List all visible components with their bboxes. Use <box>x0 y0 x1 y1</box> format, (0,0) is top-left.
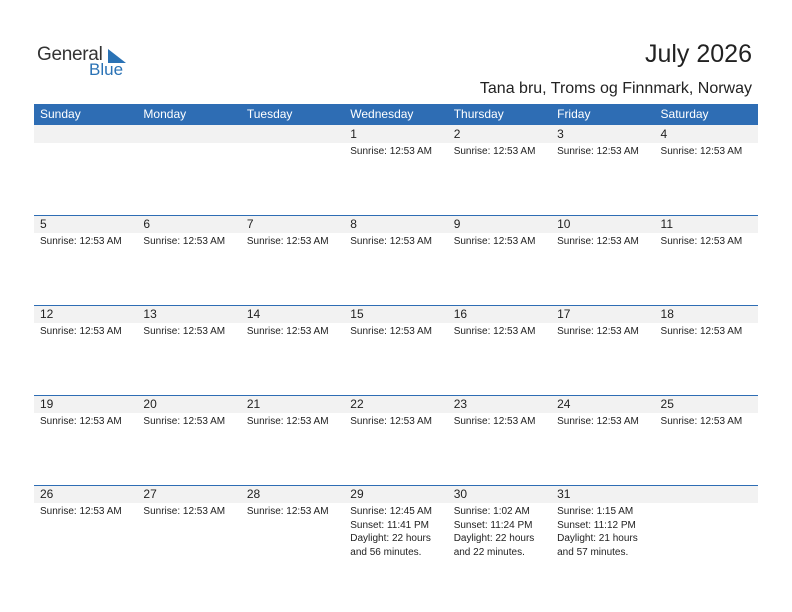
calendar-week <box>34 485 758 575</box>
day-number: 25 <box>660 397 674 411</box>
sun-info-line: and 56 minutes. <box>350 546 422 558</box>
sun-info-line: Sunrise: 12:53 AM <box>143 236 226 247</box>
day-cell <box>448 395 551 485</box>
sun-info <box>40 415 136 429</box>
sun-info-line: Sunrise: 12:53 AM <box>557 326 639 337</box>
day-cell-header <box>344 215 447 233</box>
sun-info <box>557 235 653 249</box>
day-cell <box>448 125 551 215</box>
sun-info-line: Sunrise: 12:53 AM <box>143 326 226 337</box>
page-title: July 2026 <box>644 40 752 68</box>
empty-day-cell <box>241 125 344 215</box>
sun-info <box>247 415 343 429</box>
day-cell <box>241 395 344 485</box>
empty-day-cell <box>34 125 137 215</box>
day-cell-header <box>34 125 137 143</box>
day-number: 31 <box>557 487 571 501</box>
weekday-wednesday: Wednesday <box>350 107 414 121</box>
sun-info-line: Sunset: 11:41 PM <box>350 519 430 531</box>
day-number: 21 <box>246 397 261 411</box>
day-cell <box>448 215 551 305</box>
day-cell <box>551 305 654 395</box>
sun-info-line: Sunrise: 12:53 AM <box>143 416 226 427</box>
day-number: 22 <box>350 397 364 411</box>
day-cell-header <box>448 215 551 233</box>
sun-info-line: Sunrise: 12:53 AM <box>40 416 122 427</box>
day-number: 13 <box>143 307 157 321</box>
sun-info-line: Sunset: 11:12 PM <box>557 519 636 531</box>
day-number: 19 <box>40 397 54 411</box>
weekday-thursday: Thursday <box>453 107 504 121</box>
sun-info <box>350 325 446 339</box>
sun-info <box>247 235 343 249</box>
day-number: 14 <box>246 307 261 321</box>
day-number: 20 <box>143 397 157 411</box>
day-cell <box>344 305 447 395</box>
day-cell <box>241 215 344 305</box>
day-number: 18 <box>660 307 674 321</box>
sun-info-line: Sunrise: 12:53 AM <box>246 236 329 247</box>
sun-info-line: Sunrise: 12:53 AM <box>350 416 432 427</box>
day-number: 27 <box>143 487 157 501</box>
day-cell <box>655 215 758 305</box>
day-cell <box>137 215 240 305</box>
day-cell-header <box>655 485 758 503</box>
day-cell-header <box>655 125 758 143</box>
sun-info <box>661 145 757 159</box>
sun-info <box>350 415 446 429</box>
sun-info-line: Sunrise: 1:15 AM <box>557 506 634 517</box>
day-cell-header <box>241 125 344 143</box>
sun-info <box>454 145 550 159</box>
weekday-sunday: Sunday <box>40 107 81 121</box>
sun-info-line: Daylight: 22 hours <box>453 533 535 544</box>
sun-info-line: Sunrise: 12:53 AM <box>453 146 536 157</box>
day-number: 16 <box>453 307 468 321</box>
sun-info <box>247 505 343 519</box>
calendar-week <box>34 395 758 485</box>
sun-info <box>557 325 653 339</box>
day-cell-header <box>448 125 551 143</box>
day-cell <box>137 305 240 395</box>
day-cell <box>344 125 447 215</box>
sun-info-line: Sunrise: 12:53 AM <box>453 236 536 247</box>
logo-general-text: General <box>37 44 103 65</box>
sun-info <box>143 235 239 249</box>
sun-info-line: Sunrise: 12:53 AM <box>557 146 639 157</box>
weekday-friday: Friday <box>557 107 591 121</box>
calendar-week <box>34 215 758 305</box>
day-cell <box>34 305 137 395</box>
day-cell <box>344 215 447 305</box>
day-number: 1 <box>350 127 357 141</box>
sun-info <box>40 505 136 519</box>
day-cell <box>551 215 654 305</box>
day-cell <box>344 395 447 485</box>
day-number: 9 <box>453 217 461 231</box>
sun-info <box>661 325 757 339</box>
day-number: 30 <box>453 487 468 501</box>
day-cell <box>655 125 758 215</box>
sun-info-line: Sunrise: 12:53 AM <box>660 146 743 157</box>
day-cell <box>34 215 137 305</box>
sun-info-line: Sunrise: 12:53 AM <box>350 236 432 247</box>
sun-info <box>557 415 653 429</box>
day-number: 4 <box>660 127 668 141</box>
day-number: 6 <box>143 217 151 231</box>
calendar-week <box>34 125 758 215</box>
weekday-tuesday: Tuesday <box>246 107 293 121</box>
day-cell <box>551 395 654 485</box>
sun-info-line: and 22 minutes. <box>453 546 525 558</box>
day-cell <box>551 485 654 575</box>
sun-info-line: Daylight: 22 hours <box>350 533 431 544</box>
sun-info <box>350 235 446 249</box>
day-cell <box>344 485 447 575</box>
sun-info-line: Sunset: 11:24 PM <box>453 519 533 531</box>
sun-info-line: Sunrise: 12:53 AM <box>350 146 432 157</box>
sun-info-line: Sunrise: 12:53 AM <box>246 506 329 517</box>
day-cell <box>241 485 344 575</box>
day-number: 23 <box>453 397 468 411</box>
sun-info <box>350 505 446 559</box>
day-number: 29 <box>350 487 364 501</box>
day-cell <box>655 305 758 395</box>
sun-info-line: Sunrise: 12:53 AM <box>246 416 329 427</box>
day-number: 2 <box>453 127 461 141</box>
day-number: 26 <box>40 487 54 501</box>
day-cell-header <box>137 125 240 143</box>
sun-info <box>661 415 757 429</box>
logo-blue-text: Blue <box>89 60 124 79</box>
sun-info-line: Sunrise: 12:53 AM <box>660 326 743 337</box>
day-number: 8 <box>350 217 357 231</box>
day-cell-header <box>34 215 137 233</box>
sun-info-line: Sunrise: 1:02 AM <box>453 506 530 517</box>
day-cell <box>655 395 758 485</box>
logo <box>37 44 137 80</box>
day-number: 7 <box>246 217 254 231</box>
day-number: 11 <box>660 217 673 231</box>
sun-info-line: Sunrise: 12:53 AM <box>40 506 122 517</box>
sun-info <box>557 505 653 559</box>
day-number: 10 <box>557 217 571 231</box>
day-number: 3 <box>557 127 564 141</box>
sun-info-line: Sunrise: 12:45 AM <box>350 506 432 517</box>
day-cell <box>448 485 551 575</box>
weekday-header <box>34 104 758 125</box>
sun-info-line: Sunrise: 12:53 AM <box>557 416 639 427</box>
sun-info <box>454 505 550 559</box>
day-cell-header <box>137 215 240 233</box>
location-subtitle: Tana bru, Troms og Finnmark, Norway <box>479 80 752 97</box>
day-number: 17 <box>557 307 571 321</box>
sun-info-line: Sunrise: 12:53 AM <box>453 326 536 337</box>
day-cell <box>448 305 551 395</box>
sun-info-line: and 57 minutes. <box>557 546 629 558</box>
sun-info <box>40 325 136 339</box>
day-number: 5 <box>40 217 47 231</box>
day-cell <box>34 485 137 575</box>
day-number: 15 <box>350 307 364 321</box>
empty-day-cell <box>655 485 758 575</box>
sun-info-line: Sunrise: 12:53 AM <box>40 236 122 247</box>
day-number: 24 <box>557 397 571 411</box>
sun-info-line: Sunrise: 12:53 AM <box>143 506 226 517</box>
sun-info <box>143 325 239 339</box>
sun-info-line: Sunrise: 12:53 AM <box>660 236 743 247</box>
sun-info-line: Sunrise: 12:53 AM <box>246 326 329 337</box>
sun-info <box>350 145 446 159</box>
day-cell <box>551 125 654 215</box>
sun-info <box>454 415 550 429</box>
day-cell <box>34 395 137 485</box>
weekday-monday: Monday <box>143 107 187 121</box>
sun-info-line: Sunrise: 12:53 AM <box>557 236 639 247</box>
day-number: 28 <box>246 487 261 501</box>
day-cell <box>137 485 240 575</box>
weekday-saturday: Saturday <box>660 107 709 121</box>
day-cell <box>137 395 240 485</box>
sun-info <box>143 415 239 429</box>
day-cell-header <box>241 215 344 233</box>
day-cell <box>241 305 344 395</box>
calendar-week <box>34 305 758 395</box>
sun-info <box>557 145 653 159</box>
sun-info-line: Sunrise: 12:53 AM <box>453 416 536 427</box>
sun-info-line: Sunrise: 12:53 AM <box>40 326 122 337</box>
sun-info <box>454 325 550 339</box>
sun-info <box>40 235 136 249</box>
sun-info <box>661 235 757 249</box>
sun-info-line: Daylight: 21 hours <box>557 533 638 544</box>
sun-info <box>454 235 550 249</box>
day-cell-header <box>551 125 654 143</box>
sun-info-line: Sunrise: 12:53 AM <box>660 416 743 427</box>
sun-info <box>143 505 239 519</box>
day-number: 12 <box>40 307 54 321</box>
empty-day-cell <box>137 125 240 215</box>
sun-info <box>247 325 343 339</box>
sun-info-line: Sunrise: 12:53 AM <box>350 326 432 337</box>
day-cell-header <box>344 125 447 143</box>
